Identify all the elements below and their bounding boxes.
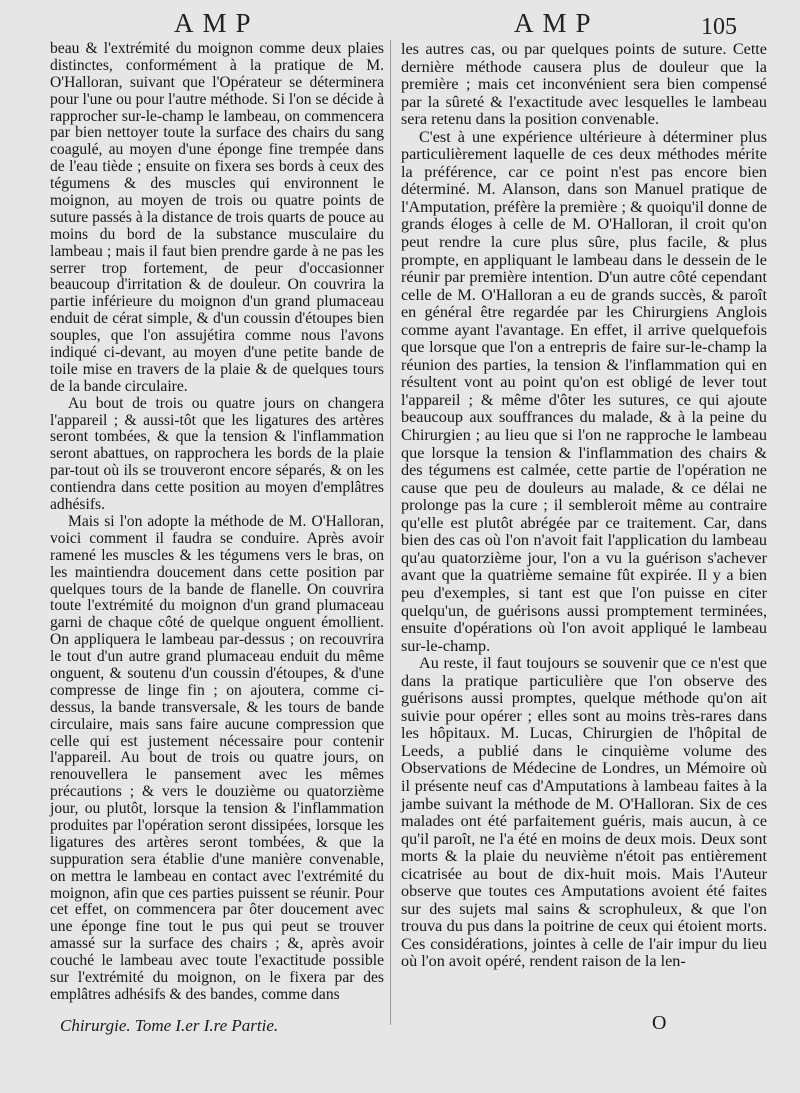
footer-running-title: Chirurgie. Tome I.er I.re Partie. bbox=[60, 1016, 279, 1035]
paragraph: Mais si l'on adopte la méthode de M. O'Halloran, voici comment il faudra se conduire. Après avoir ramené les muscles & les tégumens vers le bras, on les maintiendra doucement dans cette position par quelques tours de la bande de flanelle. On couvrira toute l'extrémité du moignon d'un grand plumaceau garni de chaque côté de quelque onguent émollient. On appliquera le lambeau par-dessus ; on recouvrira le tout d'un autre grand plumaceau enduit du même onguent, & soutenu d'un coussin d'étoupes, & d'une compresse de linge fin ; on ajoutera, comme ci-dessus, la bande transversale, & les tours de bande circulaire, mais sans faire aucune compression que celle qui est justement nécessaire pour contenir l'appareil. Au bout de trois ou quatre jours, on renouvellera le pansement avec les mêmes précautions ; & vers le douzième ou quatorzième jour, ou plutôt, lorsque la tension & l'inflammation produites par l'opération seront dissipées, lorsque les ligatures des artères seront tombées, & que la suppuration sera établie d'une manière convenable, on mettra le lambeau en contact avec l'extrémité du moignon, afin que ces parties puissent se réunir. Pour cet effet, on commencera par ôter doucement avec une éponge fine tout le pus qui peut se trouver amassé sur la surface des chairs ; &, après avoir couché le lambeau avec toute l'exactitude possible sur l'extrémité du moignon, on le fixera par des emplâtres adhésifs & des bandes, comme dans bbox=[50, 512, 384, 1003]
paragraph: C'est à une expérience ultérieure à déterminer plus particulièrement laquelle de ces deux méthodes mérite la préférence, car ce point n'est pas encore bien déterminé. M. Alanson, dans son Manuel pratique de l'Amputation, préfère la première ; & quoiqu'il donne de grands éloges à celle de M. O'Halloran, il croit qu'on peut rendre la cure plus sûre, plus facile, & plus prompte, en appliquant le lambeau dans le dessein de le réunir par première intention. D'un autre côté cependant celle de M. O'Halloran a eu de grands succès, & paroît en général être regardée par les Chirurgiens Anglois comme ayant l'avantage. En effet, il arrive quelquefois que lorsque que l'on a entrepris de faire sur-le-champ la réunion des parties, la tension & l'inflammation qui en résultent vont au point qu'on est obligé de lever tout l'appareil ; & même d'ôter les sutures, ce qui ajoute beaucoup aux souffrances du malade, & à la peine du Chirurgien ; au lieu que si l'on ne rapproche le lambeau que lorsque la tension & l'inflammation des chairs & des tégumens est calmée, cette partie de l'opération ne cause que peu de douleurs au malade, & ce délai ne prolonge pas la cure ; il sembleroit même au contraire qu'elle est plutôt abrégée par ce traitement. Car, dans bien des cas où l'on n'avoit fait l'application du lambeau qu'au quatorzième jour, l'on a vu la guérison s'achever avant que la quatrième semaine fût expirée. Il y a bien peu d'exemples, si tant est que l'on puisse en citer quelqu'un, de guérisons aussi promptement terminées, ensuite d'opérations où l'on avoit appliqué le lambeau sur-le-champ. bbox=[401, 127, 767, 655]
header-right-title: AMP bbox=[514, 8, 600, 38]
running-header bbox=[0, 6, 800, 40]
column-divider bbox=[390, 40, 391, 1025]
paragraph: Au bout de trois ou quatre jours on changera l'appareil ; & aussi-tôt que les ligatures des artères seront tombées, & que la tension & l'inflammation seront abattues, on rapprochera les bords de la plaie par-tout où ils se trouveront encore séparés, & on les contiendra dans cette position au moyen d'emplâtres adhésifs. bbox=[50, 394, 384, 514]
left-column bbox=[50, 41, 384, 1004]
page-footer bbox=[0, 1012, 800, 1052]
page-number: 105 bbox=[701, 14, 737, 40]
paragraph: beau & l'extrémité du moignon comme deux plaies distinctes, conformément à la pratique de M. O'Halloran, suivant que l'Opérateur se déterminera pour l'une ou pour l'autre méthode. Si l'on se décide à rapprocher sur-le-champ le lambeau, on commencera par bien nettoyer toute la surface des chairs du sang coagulé, au moyen d'une éponge fine trempée dans de l'eau tiède ; ensuite on fixera ses bords à ceux des tégumens & des muscles qui environnent le moignon, au moyen de trois ou quatre points de suture passés à la distance de trois quarts de pouce au moins du bord de la substance musculaire du lambeau ; mais il faut bien prendre garde à ne pas les serrer trop fortement, de peur d'occasionner beaucoup d'irritation & de douleur. On couvrira la partie inférieure du moignon d'un grand plumaceau enduit de cérat simple, & d'un coussin d'étoupes bien souples, que l'on assujétira comme nous l'avons indiqué ci-devant, au moyen d'une petite bande de toile mise en travers de la plaie & de quelques tours de la bande circulaire. bbox=[50, 40, 384, 395]
paragraph: les autres cas, ou par quelques points de suture. Cette dernière méthode causera plus de douleur que la première ; mais cet inconvénient sera bien compensé par la sûreté & l'exactitude avec lesquelles le lambeau sera retenu dans la position convenable. bbox=[401, 40, 767, 129]
signature-mark: O bbox=[652, 1012, 667, 1034]
header-left-title: AMP bbox=[174, 8, 260, 38]
paragraph: Au reste, il faut toujours se souvenir que ce n'est que dans la pratique particulière que l'on observe des guérisons aussi promptes, quelque méthode qu'on ait suivie pour opérer ; elles sont au moins très-rares dans les hôpitaux. M. Lucas, Chirurgien de l'hôpital de Leeds, a publié dans le cinquième volume des Observations de Médecine de Londres, un Mémoire où il présente neuf cas d'Amputations à lambeau faites à la jambe suivant la méthode de M. O'Halloran. Six de ces malades ont été parfaitement guéris, mais aucun, à ce qu'il paroît, ne l'a été en moins de deux mois. Deux sont morts & la plaie du neuvième n'étoit pas entièrement cicatrisée au bout de dix-huit mois. Mais l'Auteur observe que toutes ces Amputations avoient été faites sur des sujets mal sains & scrophuleux, & que l'on trouva du pus dans la poitrine de ceux qui étoient morts. Ces considérations, jointes à celle de l'air impur du lieu où l'on avoit opéré, rendent raison de la len- bbox=[401, 654, 767, 971]
right-column bbox=[401, 41, 767, 971]
